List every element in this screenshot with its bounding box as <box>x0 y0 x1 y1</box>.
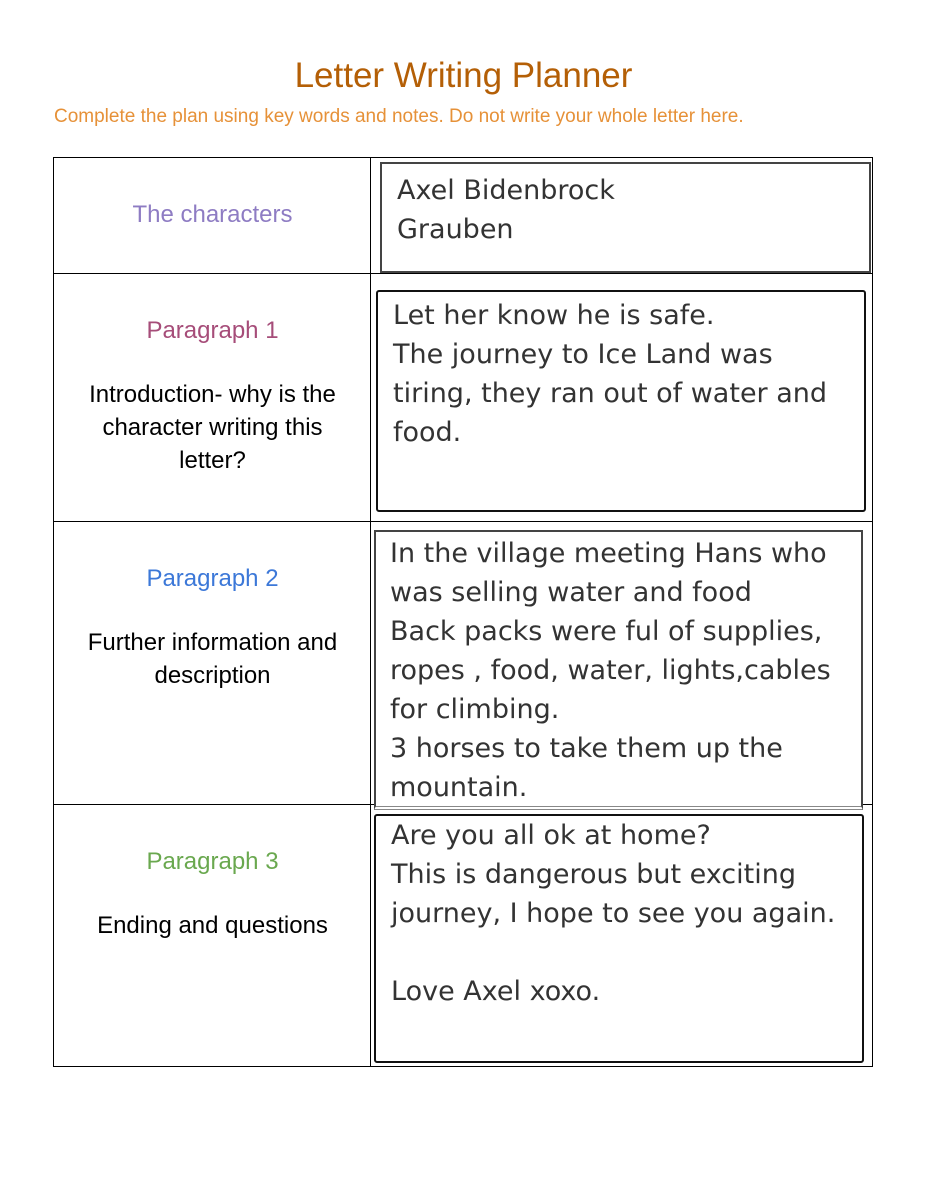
notes-line: tiring, they ran out of water and <box>393 378 828 409</box>
description-line: character writing this <box>102 414 323 441</box>
paragraph-3-label-cell <box>55 847 370 942</box>
notes-line: ropes , food, water, lights,cables <box>390 655 831 686</box>
notes-line: In the village meeting Hans who <box>390 538 827 569</box>
notes-line: mountain. <box>390 772 528 803</box>
notes-line: Are you all ok at home? <box>391 820 711 851</box>
table-divider <box>370 157 371 1067</box>
characters-notes-box[interactable] <box>380 162 871 273</box>
paragraph-2-label-cell <box>55 564 370 692</box>
notes-line: journey, I hope to see you again. <box>391 898 836 929</box>
paragraph-3-description <box>55 909 370 942</box>
paragraph-1-label-cell <box>55 316 370 477</box>
notes-line: Love Axel xoxo. <box>391 976 601 1007</box>
table-border-left <box>53 157 54 1067</box>
paragraph-2-heading: Paragraph 2 <box>146 565 279 592</box>
characters-heading: The characters <box>132 201 293 228</box>
paragraph-3-notes-box[interactable] <box>374 814 864 1063</box>
notes-line: 3 horses to take them up the <box>390 733 783 764</box>
paragraph-1-description <box>55 378 370 477</box>
paragraph-2-description <box>55 626 370 692</box>
paragraph-3-heading: Paragraph 3 <box>146 848 279 875</box>
description-line: Further information and <box>87 629 338 656</box>
table-border-bottom <box>53 1066 873 1067</box>
row-divider <box>53 273 873 274</box>
table-border-top <box>53 157 873 158</box>
notes-line: Grauben <box>397 214 514 245</box>
notes-line: Let her know he is safe. <box>393 300 715 331</box>
row-divider <box>53 521 873 522</box>
description-line: description <box>154 662 271 689</box>
page-title: Letter Writing Planner <box>294 56 633 95</box>
page-instructions: Complete the plan using key words and notes. Do not write your whole letter here. <box>54 106 744 127</box>
notes-line: Axel Bidenbrock <box>397 175 615 206</box>
paragraph-1-notes-box[interactable] <box>376 290 866 512</box>
notes-line-blank <box>391 933 862 972</box>
notes-line: The journey to Ice Land was <box>393 339 773 370</box>
characters-label-cell <box>55 200 370 230</box>
paragraph-2-notes-box[interactable] <box>374 530 863 810</box>
description-line: Ending and questions <box>97 912 328 939</box>
notes-line: for climbing. <box>390 694 560 725</box>
description-line: letter? <box>179 447 246 474</box>
notes-line: was selling water and food <box>390 577 752 608</box>
table-border-right <box>872 157 873 1067</box>
description-line: Introduction- why is the <box>89 381 336 408</box>
notes-line: Back packs were ful of supplies, <box>390 616 823 647</box>
notes-line: This is dangerous but exciting <box>391 859 796 890</box>
notes-line: food. <box>393 417 462 448</box>
paragraph-1-heading: Paragraph 1 <box>146 317 279 344</box>
